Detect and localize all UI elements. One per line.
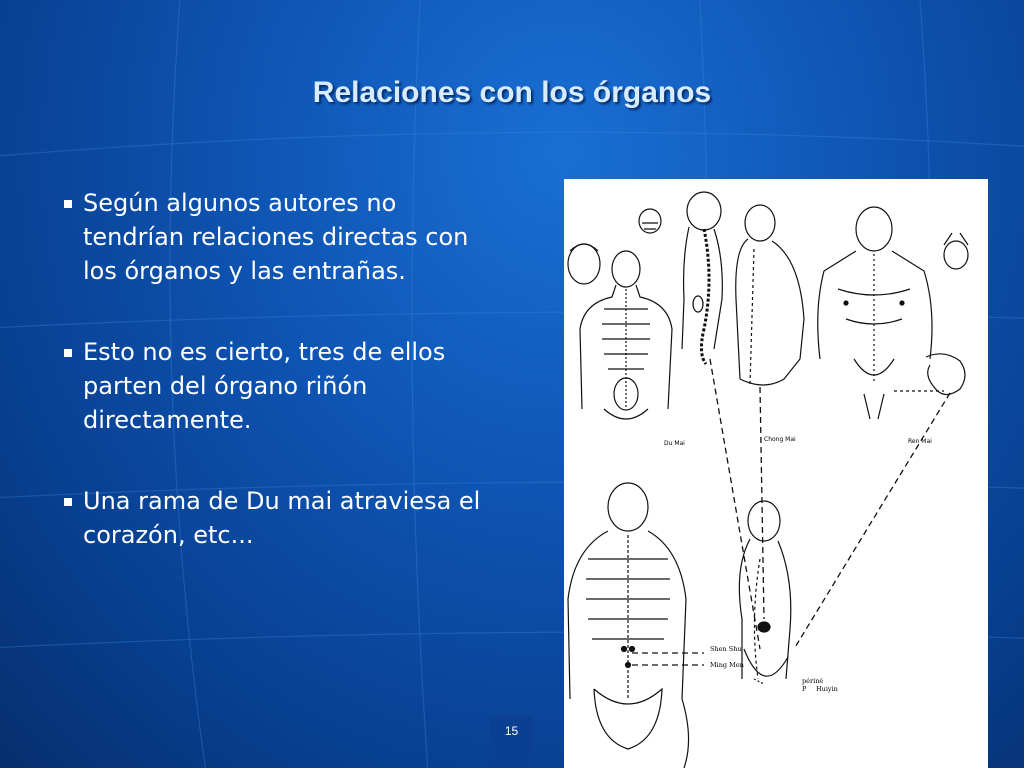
bullet-item bbox=[60, 186, 500, 288]
bullet-text: Esto no es cierto, tres de ellos parten del órgano riñón directamente. bbox=[83, 338, 446, 434]
label-shen-shu: Shen Shu bbox=[710, 645, 742, 653]
square-bullet-icon bbox=[64, 200, 72, 208]
label-p: P bbox=[802, 685, 807, 693]
label-ren-mai: Ren Mai bbox=[908, 438, 932, 445]
label-huiyin: Huiyin bbox=[816, 685, 838, 693]
slide-number: 15 bbox=[490, 716, 533, 768]
bullet-list bbox=[60, 186, 500, 599]
bullet-item bbox=[60, 335, 500, 437]
bullet-text: Según algunos autores no tendrían relaciones directas con los órganos y las entrañas. bbox=[83, 189, 469, 285]
square-bullet-icon bbox=[64, 349, 72, 357]
label-perine: périné bbox=[802, 677, 824, 685]
square-bullet-icon bbox=[64, 498, 72, 506]
label-chong-mai: Chong Mai bbox=[764, 436, 796, 443]
bullet-item bbox=[60, 484, 500, 552]
anatomy-illustration bbox=[564, 179, 988, 768]
label-du-mai: Du Mai bbox=[664, 440, 685, 447]
label-ming-men: Ming Men bbox=[710, 661, 744, 669]
meridian-diagram bbox=[564, 179, 988, 768]
bullet-text: Una rama de Du mai atraviesa el corazón, etc... bbox=[83, 487, 481, 549]
slide-title: Relaciones con los órganos bbox=[312, 76, 712, 109]
